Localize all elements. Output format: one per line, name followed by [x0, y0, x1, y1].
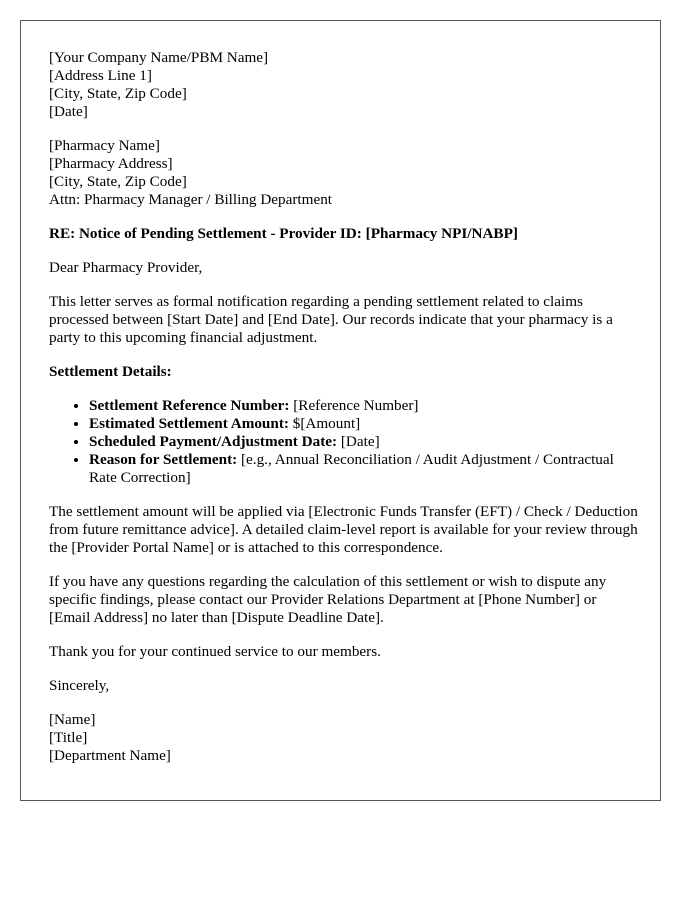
- detail-value: [Reference Number]: [289, 397, 419, 414]
- detail-label: Scheduled Payment/Adjustment Date:: [89, 433, 338, 450]
- salutation: Dear Pharmacy Provider,: [49, 259, 203, 276]
- recipient-name: [Pharmacy Name]: [49, 137, 160, 154]
- letter-page: [20, 20, 661, 801]
- questions-paragraph: If you have any questions regarding the calculation of this settlement or wish to dispute any specific findings, please contact our Provider Relations Department at [Phone Number] or [Email Address] no later than [Dispute Deadline Date].: [49, 573, 607, 626]
- detail-label: Estimated Settlement Amount:: [89, 415, 289, 432]
- detail-item-date: [89, 433, 640, 451]
- sender-city-state-zip: [City, State, Zip Code]: [49, 85, 187, 102]
- detail-value: [Date]: [337, 433, 380, 450]
- closing: Sincerely,: [49, 677, 110, 694]
- letter-date: [Date]: [49, 103, 88, 120]
- detail-label: Reason for Settlement:: [89, 451, 238, 468]
- recipient-city-state-zip: [City, State, Zip Code]: [49, 173, 187, 190]
- recipient-address: [Pharmacy Address]: [49, 155, 173, 172]
- detail-value: [e.g., Annual Reconciliation / Audit Adjustment / Contractual Rate Correction]: [89, 451, 614, 486]
- detail-item-reason: [89, 451, 640, 487]
- signature-title: [Title]: [49, 729, 88, 746]
- subject-line: RE: Notice of Pending Settlement - Provider ID: [Pharmacy NPI/NABP]: [49, 225, 518, 242]
- detail-item-reference: [89, 397, 640, 415]
- detail-label: Settlement Reference Number:: [89, 397, 290, 414]
- recipient-block: [49, 137, 640, 209]
- signature-block: [49, 711, 640, 765]
- detail-item-amount: [89, 415, 640, 433]
- sender-company: [Your Company Name/PBM Name]: [49, 49, 269, 66]
- thanks-paragraph: Thank you for your continued service to our members.: [49, 643, 381, 660]
- signature-name: [Name]: [49, 711, 96, 728]
- sender-address: [Address Line 1]: [49, 67, 152, 84]
- settlement-details-list: [49, 397, 640, 487]
- signature-department: [Department Name]: [49, 747, 171, 764]
- sender-block: [49, 49, 640, 121]
- detail-value: $[Amount]: [288, 415, 361, 432]
- recipient-attn: Attn: Pharmacy Manager / Billing Department: [49, 191, 333, 208]
- payment-paragraph: The settlement amount will be applied via [Electronic Funds Transfer (EFT) / Check / Deduction from future remittance advice]. A detailed claim-level report is available for your review through the [Provider Portal Name] or is attached to this correspondence.: [49, 503, 638, 556]
- details-heading: Settlement Details:: [49, 363, 172, 380]
- intro-paragraph: This letter serves as formal notification regarding a pending settlement related to claims processed between [Start Date] and [End Date]. Our records indicate that your pharmacy is a party to this upcoming financial adjustment.: [49, 293, 613, 346]
